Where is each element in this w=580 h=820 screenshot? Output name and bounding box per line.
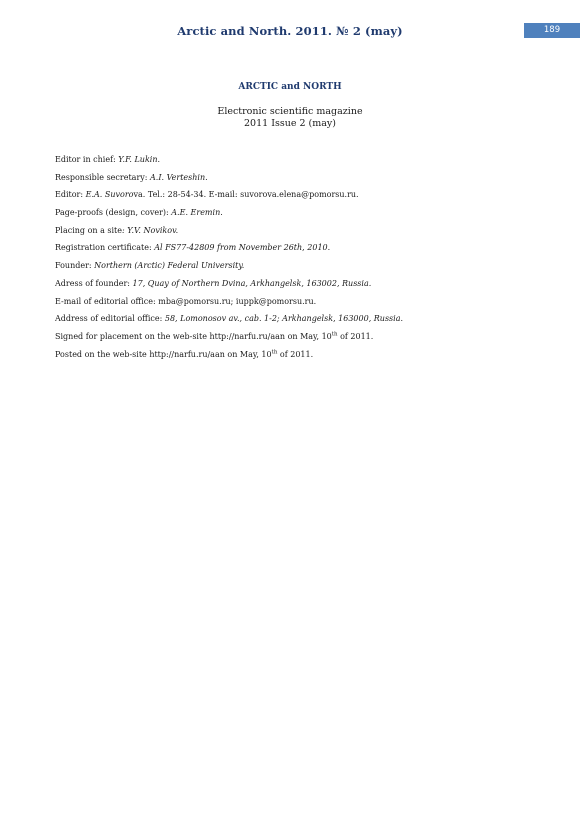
credit-text: Signed for placement on the web-site http://narfu.ru/aan on May, 10 — [55, 331, 332, 341]
credit-contact: va. Tel.: 28-54-34. E-mail: suvorova.elena@pomorsu.ru. — [133, 190, 359, 200]
credit-value: Northern (Arctic) Federal University. — [94, 261, 245, 271]
credit-label: Page-proofs (design, cover): — [55, 208, 172, 218]
subtitle-line-2: 2011 Issue 2 (may) — [244, 118, 336, 129]
credit-text: Posted on the web-site http://narfu.ru/aan on May, 10 — [55, 349, 272, 359]
credit-label: E-mail of editorial office: — [55, 296, 159, 306]
credit-value: Y.F. Lukin. — [118, 155, 161, 164]
credit-value: 17, Quay of Northern Dvina, Arkhangelsk, 163002, Russia. — [132, 278, 372, 288]
credit-value: Al FS77-42809 from November 26th, 2010. — [154, 243, 331, 253]
credit-label: Editor: — [55, 190, 86, 200]
credit-office-email — [55, 295, 555, 313]
credit-responsible-secretary — [55, 171, 555, 189]
credit-label: Address of editorial office: — [55, 314, 165, 324]
credit-tail: of 2011. — [277, 349, 314, 359]
credit-label: Responsible secretary: — [55, 172, 151, 182]
credit-value: : Y.V. Novikov. — [122, 225, 179, 235]
credit-label: Registration certificate: — [55, 243, 155, 253]
subtitle-line-1: Electronic scientific magazine — [217, 106, 363, 117]
credit-label: Placing on a site — [55, 225, 123, 235]
credit-posted — [55, 348, 555, 366]
credit-registration — [55, 241, 555, 259]
credit-label: Adress of founder: — [55, 278, 133, 288]
credit-editor-in-chief — [55, 153, 555, 171]
credit-label: Founder: — [55, 261, 95, 271]
credit-editor — [55, 188, 555, 206]
running-header: Arctic and North. 2011. № 2 (may) — [177, 24, 403, 38]
page-number-badge: 189 — [524, 23, 580, 38]
magazine-title: ARCTIC and NORTH — [238, 82, 342, 92]
credit-value: A.I. Verteshin. — [150, 172, 208, 182]
credit-placing — [55, 224, 555, 242]
credit-value: A.E. Eremin. — [171, 208, 223, 218]
credit-value: 58, Lomonosov av., cab. 1-2; Arkhangelsk, 163000, Russia. — [164, 314, 404, 324]
editorial-credits — [55, 153, 555, 365]
magazine-subtitle — [0, 106, 580, 130]
credit-label: Editor in chief: — [55, 155, 119, 164]
credit-page-proofs — [55, 206, 555, 224]
credit-value: mba@pomorsu.ru; iuppk@pomorsu.ru. — [158, 296, 317, 306]
ordinal-suffix: th — [331, 331, 338, 338]
credit-value: E.A. Suvoro — [85, 190, 134, 200]
credit-tail: of 2011. — [337, 331, 374, 341]
credit-signed — [55, 330, 555, 348]
credit-founder-address — [55, 277, 555, 295]
ordinal-suffix: th — [271, 348, 278, 355]
credit-office-address — [55, 312, 555, 330]
credit-founder — [55, 259, 555, 277]
